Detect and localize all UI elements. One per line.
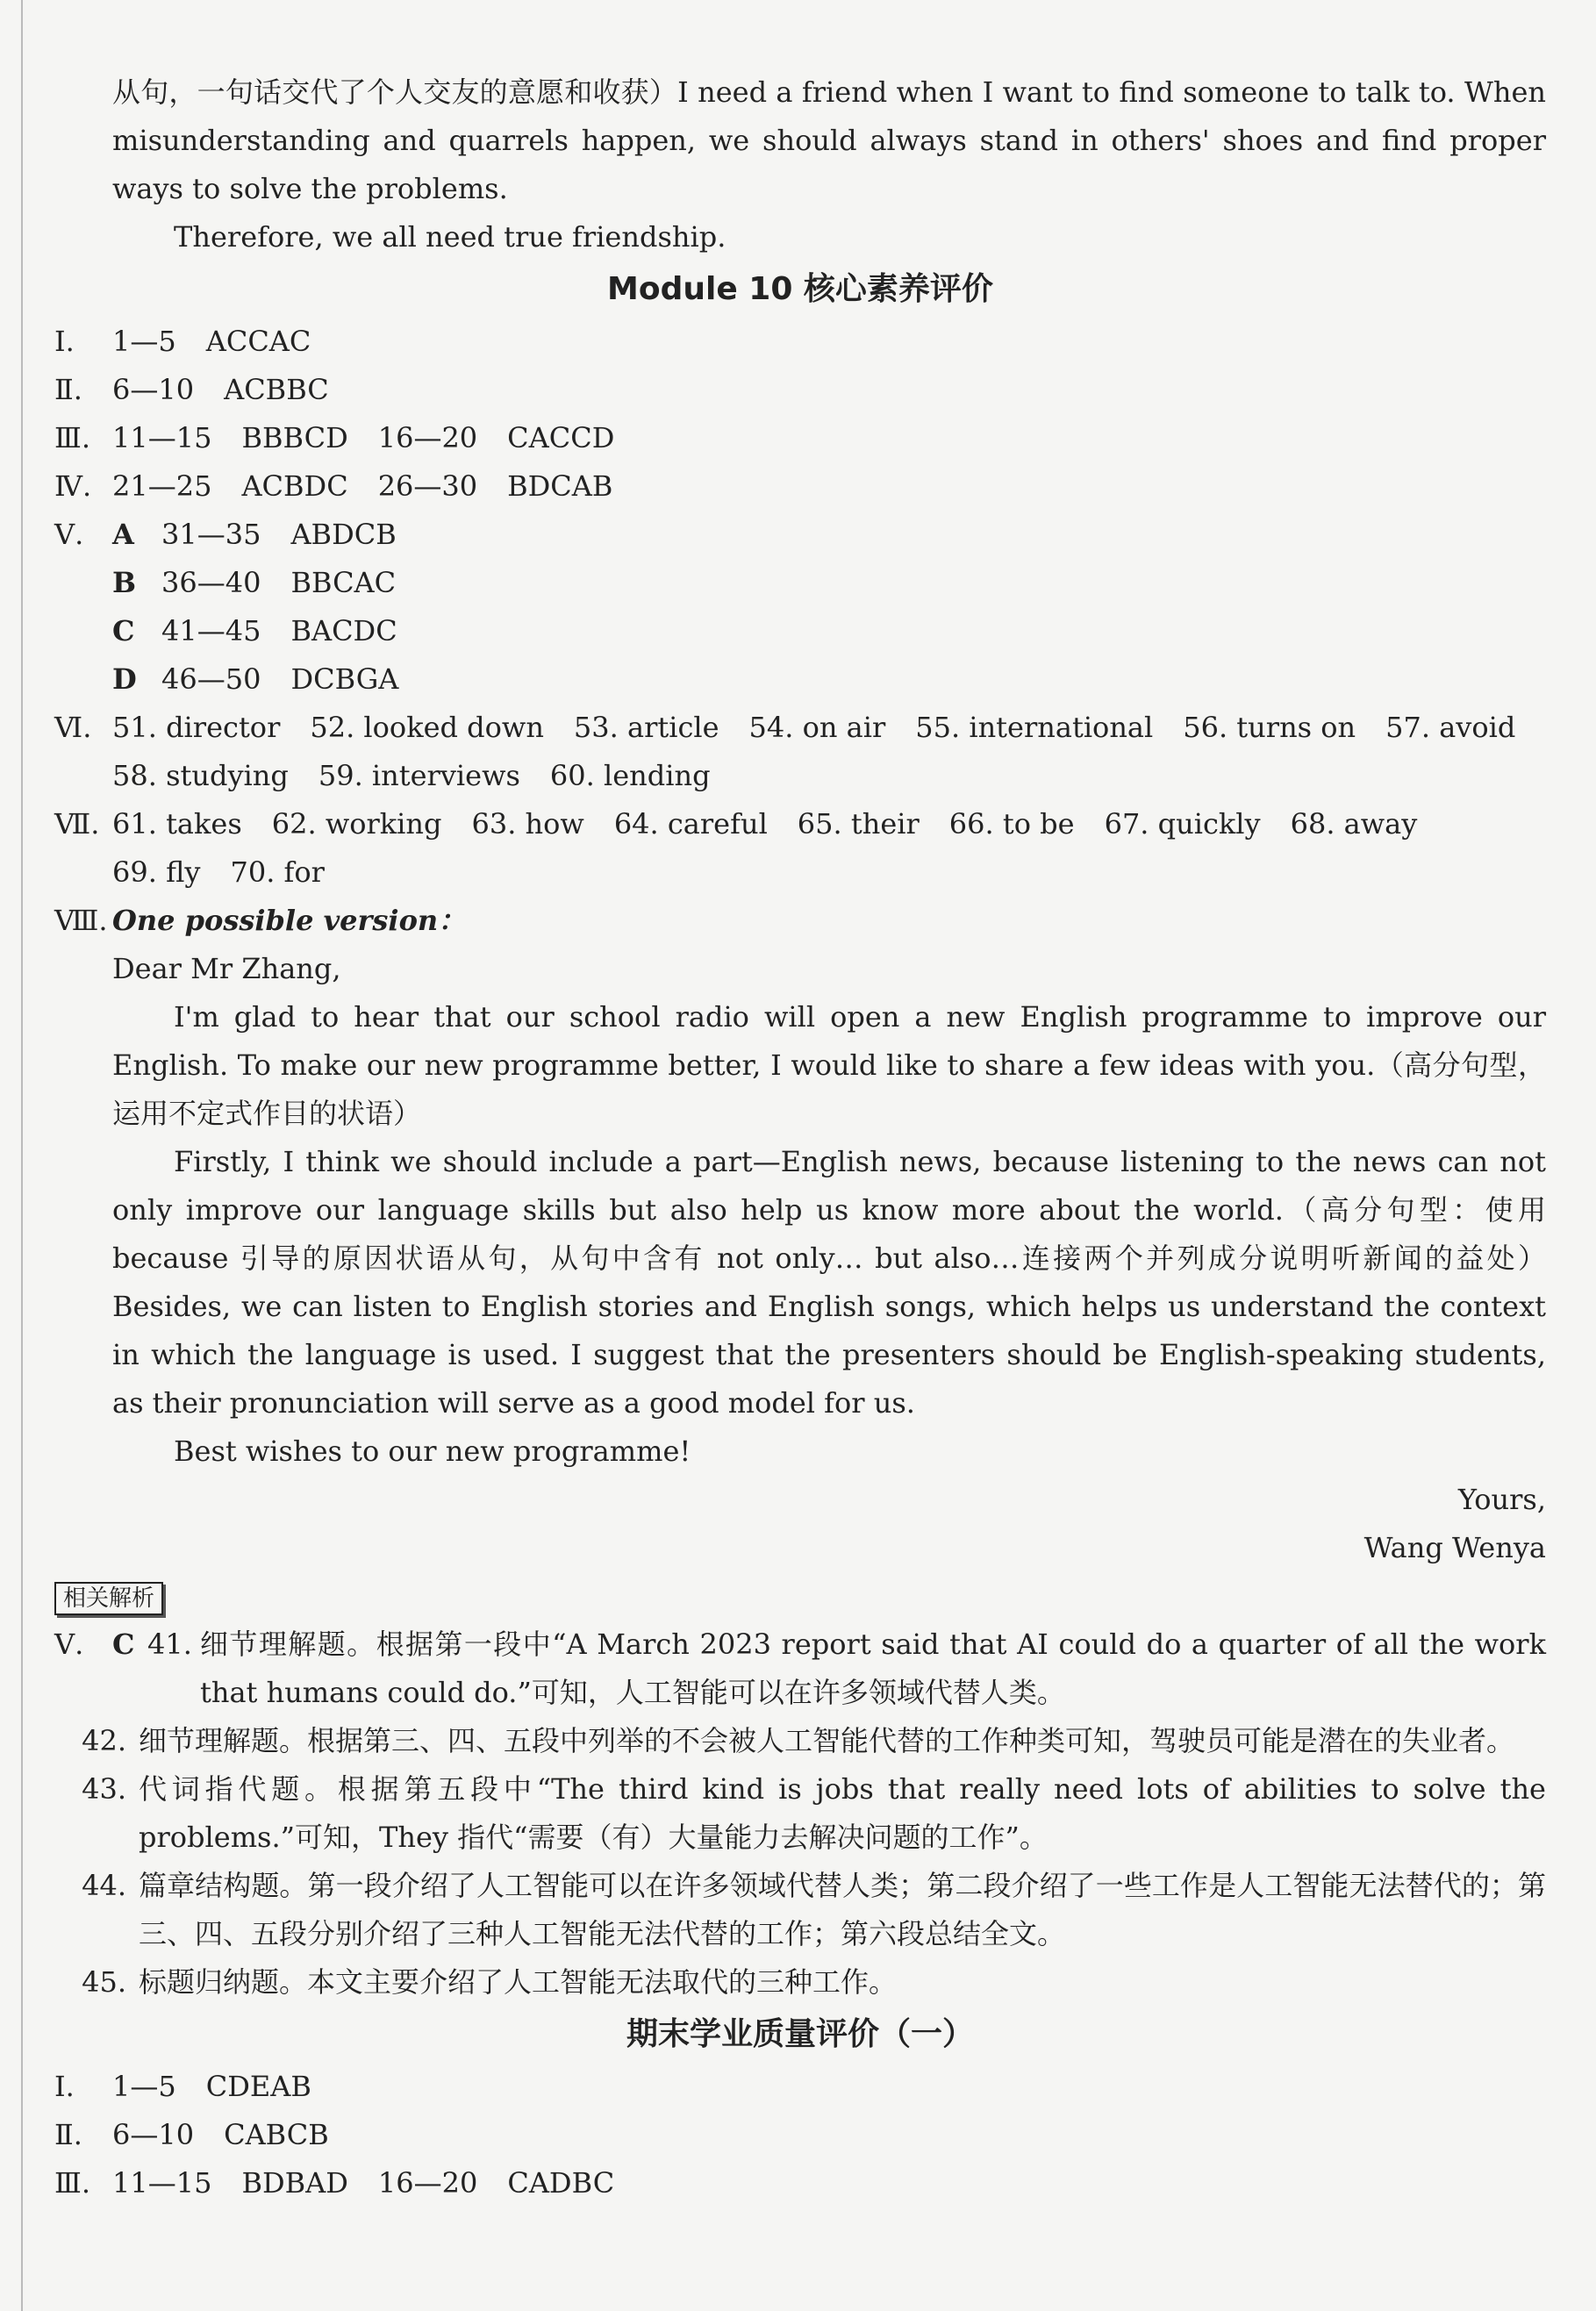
vocab-answer: 59. interviews xyxy=(318,759,520,792)
answer-row-V-D: D 46—50 DCBGA xyxy=(112,662,399,696)
vocab-answer: 57. avoid xyxy=(1385,711,1516,744)
answer-row-III: Ⅲ. 11—15 BBBCD 16—20 CACCD xyxy=(54,421,615,454)
analysis-row-43: 43. 代词指代题。根据第五段中“The third kind is jobs that really need lots of abilities to solve the problems.”可知，They 指代“需要（有）大量能力去解决问题的工作”。 xyxy=(82,1772,1546,1854)
version-label: One possible version： xyxy=(112,904,467,937)
content xyxy=(54,68,1546,2207)
analysis-row-45: 45. 标题归纳题。本文主要介绍了人工智能无法取代的三种工作。 xyxy=(82,1965,898,1999)
cloze-answer: 70. for xyxy=(230,855,325,889)
final-exam-title: 期末学业质量评价（一） xyxy=(626,2016,974,2052)
margin-rule xyxy=(21,0,23,2311)
answer-row-VII-cont xyxy=(54,848,1546,897)
analysis-row-41: Ⅴ. C 41. 细节理解题。根据第一段中“A March 2023 report said that AI could do a quarter of all the work that humans could do.”可知，人工智能可以在许多领域代替人类。 xyxy=(54,1628,1546,1709)
letter-paragraph: Best wishes to our new programme! xyxy=(174,1435,691,1468)
answer-row-V-C: C 41—45 BACDC xyxy=(112,614,397,648)
letter-greeting: Dear Mr Zhang, xyxy=(112,952,341,985)
final-row-II: Ⅱ. 6—10 CABCB xyxy=(54,2118,329,2151)
cloze-answer: 69. fly xyxy=(112,855,201,889)
vocab-answer: 58. studying xyxy=(112,759,289,792)
analysis-tag: 相关解析 xyxy=(54,1582,163,1615)
cloze-answer: 65. their xyxy=(797,807,920,841)
vocab-answer: 52. looked down xyxy=(310,711,544,744)
letter-closing: Yours, xyxy=(1457,1483,1546,1516)
answer-row-VII: Ⅶ. 61. takes 62. working 63. how 64. careful 65. their 66. to be 67. quickly 68. away xyxy=(54,800,1546,848)
letter-paragraph: Firstly, I think we should include a part—English news, because listening to the news can not only improve our language skills but also help us know more about the world.（高分句型：使用 because 引导的原因状语从句，从句中含有 not only… but also…连接两个并列成分说明听新闻的益处）Besides, we can listen to English stories and English songs, which helps us understand the context in which the language is used. I suggest that the presenters should be English-speaking students, as their pronunciation will serve as a good model for us. xyxy=(112,1145,1546,1420)
cloze-answer: 66. to be xyxy=(948,807,1075,841)
vocab-answer: 56. turns on xyxy=(1183,711,1356,744)
letter-signature: Wang Wenya xyxy=(1363,1531,1546,1564)
cloze-answer: 63. how xyxy=(471,807,584,841)
final-row-III: Ⅲ. 11—15 BDBAD 16—20 CADBC xyxy=(54,2166,615,2200)
answer-row-IV: Ⅳ. 21—25 ACBDC 26—30 BDCAB xyxy=(54,469,613,503)
intro-paragraph: 从句，一句话交代了个人交友的意愿和收获）I need a friend when I want to find someone to talk to. When misunderstanding and quarrels happen, we should always stand in others' shoes and find proper ways to solve the problems. xyxy=(112,75,1546,205)
cloze-answer: 61. takes xyxy=(112,807,242,841)
final-row-I: Ⅰ. 1—5 CDEAB xyxy=(54,2070,311,2103)
vocab-answer: 53. article xyxy=(573,711,719,744)
answer-row-V-B: B 36—40 BBCAC xyxy=(112,566,397,599)
analysis-section xyxy=(54,1572,1546,2007)
cloze-answer: 64. careful xyxy=(613,807,768,841)
analysis-row-44: 44. 篇章结构题。第一段介绍了人工智能可以在许多领域代替人类；第二段介绍了一些工作是人工智能无法替代的；第三、四、五段分别介绍了三种人工智能无法代替的工作；第六段总结全文。 xyxy=(82,1869,1546,1950)
intro-conclusion: Therefore, we all need true friendship. xyxy=(174,220,726,254)
answer-row-V-A: Ⅴ. A 31—35 ABDCB xyxy=(54,518,397,551)
vocab-answer: 51. director xyxy=(112,711,281,744)
answer-row-II: Ⅱ. 6—10 ACBBC xyxy=(54,373,329,406)
cloze-answer: 68. away xyxy=(1290,807,1418,841)
cloze-answer: 62. working xyxy=(271,807,442,841)
cloze-answer: 67. quickly xyxy=(1104,807,1261,841)
module10-title: Module 10 核心素养评价 xyxy=(607,271,993,307)
answer-row-VI: Ⅵ. 51. director 52. looked down 53. article 54. on air 55. international 56. turns on 57. avoid xyxy=(54,704,1546,752)
answer-row-I: Ⅰ. 1—5 ACCAC xyxy=(54,325,311,358)
vocab-answer: 55. international xyxy=(915,711,1154,744)
answer-row-VIII: Ⅷ. One possible version： xyxy=(54,897,1546,945)
letter-paragraph: I'm glad to hear that our school radio will open a new English programme to improve our English. To make our new programme better, I would like to share a few ideas with you.（高分句型，运用不定式作目的状语） xyxy=(112,1000,1546,1130)
vocab-answer: 54. on air xyxy=(748,711,886,744)
answer-row-VI-cont xyxy=(54,752,1546,800)
analysis-row-42: 42. 细节理解题。根据第三、四、五段中列举的不会被人工智能代替的工作种类可知，驾驶员可能是潜在的失业者。 xyxy=(82,1724,1515,1757)
vocab-answer: 60. lending xyxy=(549,759,711,792)
